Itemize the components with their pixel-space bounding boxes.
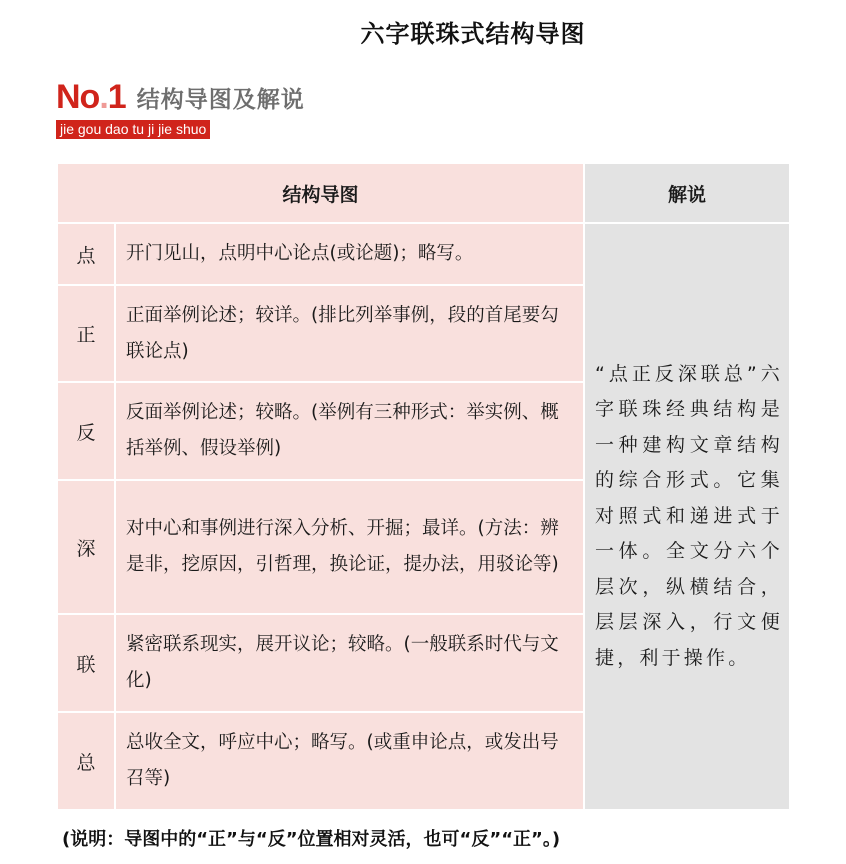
table-row [58,224,789,286]
section-title: 结构导图及解说 [136,87,305,113]
row-label: 正 [58,286,116,383]
explanation-cell: “点正反深联总”六字联珠经典结构是一种建构文章结构的综合形式。它集对照式和递进式于一体。全文分六个层次，纵横结合，层层深入，行文便捷，利于操作。 [585,224,789,809]
section-number-value: 1 [107,78,126,116]
row-label: 点 [58,224,116,286]
row-description: 反面举例论述；较略。(举例有三种形式：举实例、概括举例、假设举例) [116,383,585,481]
row-description: 正面举例论述；较详。(排比列举事例，段的首尾要勾联论点) [116,286,585,383]
section-pinyin-banner: jie gou dao tu ji jie shuo [56,120,210,139]
row-description: 对中心和事例进行深入分析、开掘；最详。(方法：辨是非，挖原因，引哲理，换论证，提办法，用驳论等) [116,481,585,615]
header-explanation: 解说 [585,164,789,224]
header-structure-map: 结构导图 [58,164,585,224]
structure-table [58,164,789,809]
section-number-prefix: No [56,78,100,116]
section-number [56,78,126,117]
footnote: (说明：导图中的“正”与“反”位置相对灵活，也可“反”“正”。) [62,829,561,850]
row-label: 联 [58,615,116,713]
table-header-row [58,164,789,224]
row-label: 总 [58,713,116,809]
page-title: 六字联珠式结构导图 [360,20,586,48]
section-number-dot: . [99,78,108,116]
row-label: 反 [58,383,116,481]
row-description: 总收全文，呼应中心；略写。(或重申论点，或发出号召等) [116,713,585,809]
row-label: 深 [58,481,116,615]
row-description: 开门见山，点明中心论点(或论题)；略写。 [116,224,585,286]
row-description: 紧密联系现实，展开议论；较略。(一般联系时代与文化) [116,615,585,713]
section-heading [56,78,305,117]
